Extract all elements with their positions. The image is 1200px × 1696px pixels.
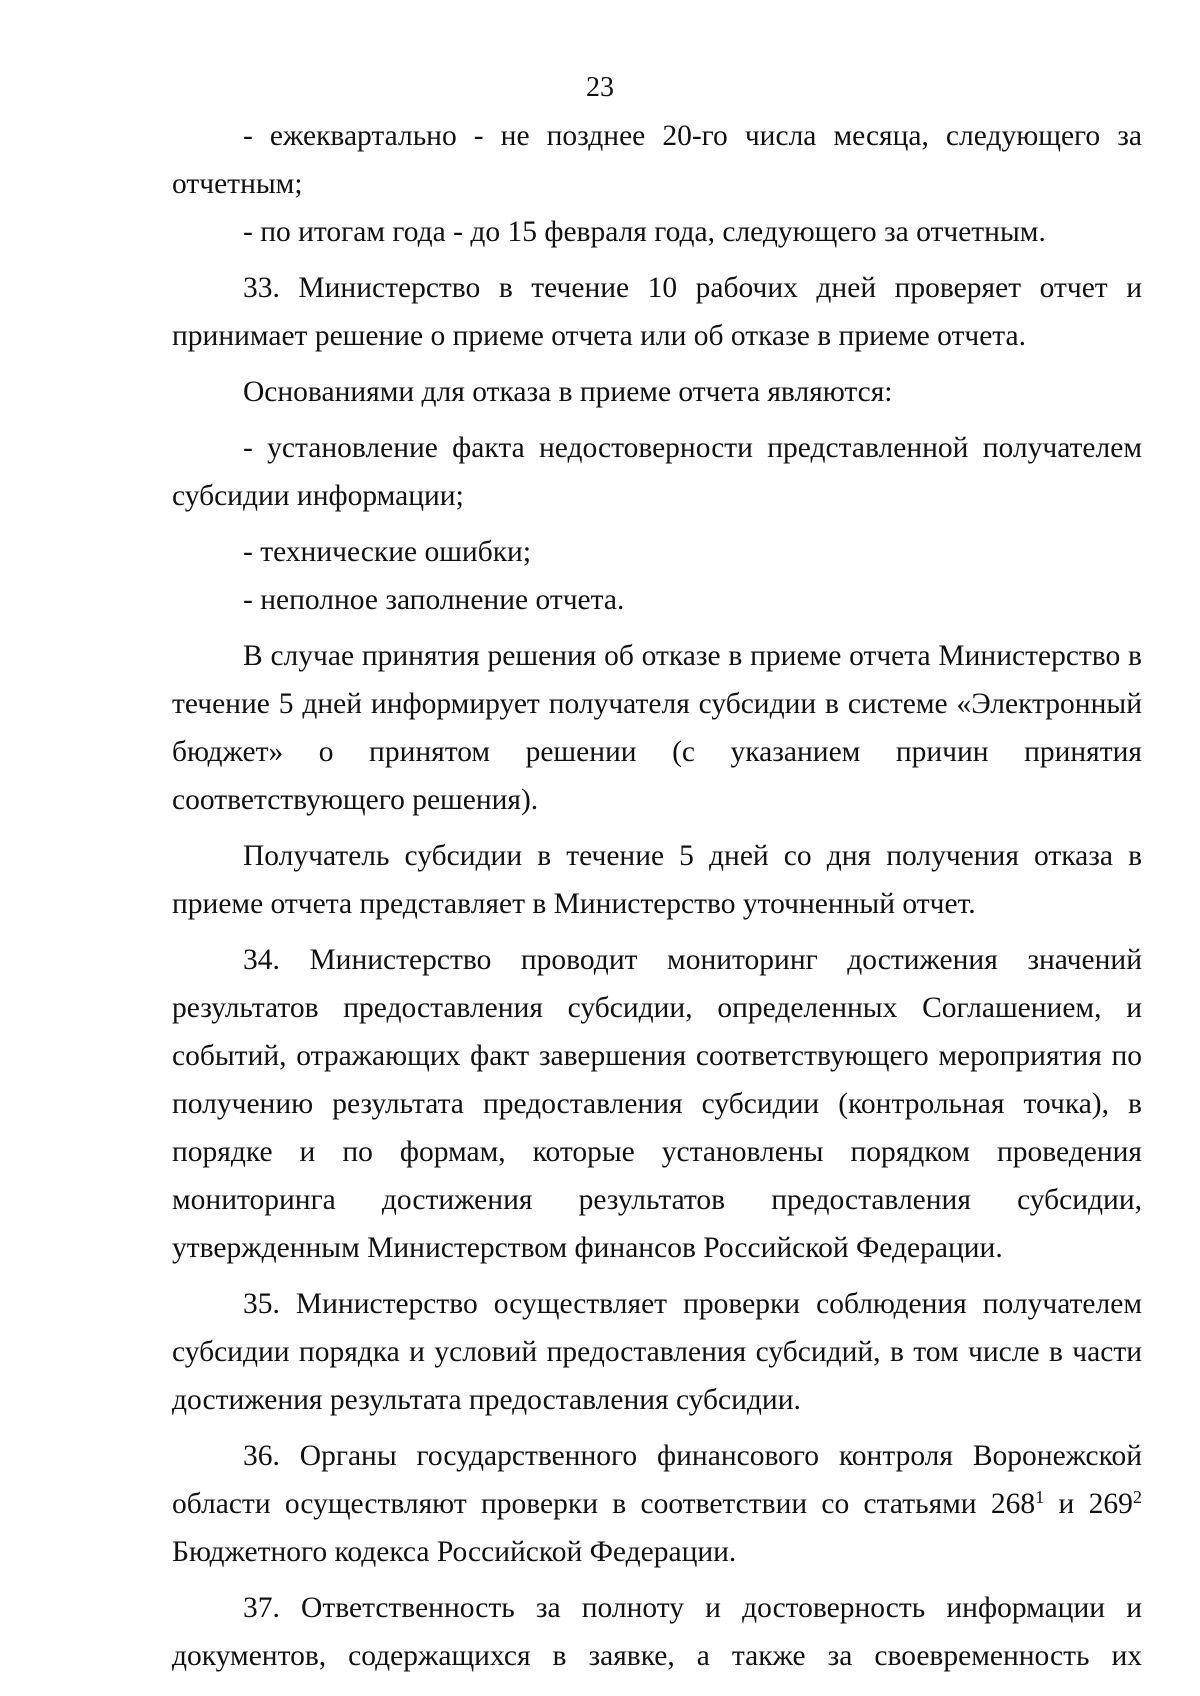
page-number: 23 [586,72,614,103]
paragraph-ground-technical-errors: - технические ошибки; [243,536,532,568]
paragraph-ground-false-info: - установление факта недостоверности представленной получателем субсидии информации; [172,432,1142,512]
paragraph-36 [172,1432,1142,1576]
paragraph-33: 33. Министерство в течение 10 рабочих дней проверяет отчет и принимает решение о приеме отчета или об отказе в приеме отчета. [172,272,1142,352]
superscript-1: 1 [1035,1486,1045,1507]
paragraph-corrected-report: Получатель субсидии в течение 5 дней со дня получения отказа в приеме отчета представляет в Министерство уточненный отчет. [172,840,1142,920]
paragraph-refusal-grounds: Основаниями для отказа в приеме отчета являются: [243,376,893,408]
document-body [172,112,1142,1680]
paragraph-refusal-notice: В случае принятия решения об отказе в приеме отчета Министерство в течение 5 дней информирует получателя субсидии в системе «Электронный бюджет» о принятом решении (с указанием причин принятия соответствующего решения). [172,640,1142,816]
paragraph-37: 37. Ответственность за полноту и достоверность информации и документов, содержащихся в заявке, а также за своевременность их [172,1592,1142,1672]
paragraph-34: 34. Министерство проводит мониторинг достижения значений результатов предоставления субсидии, определенных Соглашением, и событий, отражающих факт завершения соответствующего мероприятия по получению результата предоставления субсидии (контрольная точка), в порядке и по формам, которые установлены порядком проведения мониторинга достижения результатов предоставления субсидии, утвержденным Министерством финансов Российской Федерации. [172,944,1142,1264]
superscript-2: 2 [1132,1486,1142,1507]
paragraph-35: 35. Министерство осуществляет проверки соблюдения получателем субсидии порядка и условий предоставления субсидий, в том числе в части достижения результата предоставления субсидии. [172,1288,1142,1416]
paragraph-36-text-c: Бюджетного кодекса Российской Федерации. [172,1536,737,1568]
paragraph-quarterly-deadline: - ежеквартально - не позднее 20-го числа месяца, следующего за отчетным; [172,120,1142,200]
paragraph-36-text-b: и 269 [1044,1488,1133,1520]
paragraph-36-text-a: 36. Органы государственного финансового контроля Воронежской области осуществляют проверки в соответствии со статьями 268 [172,1440,1142,1520]
paragraph-annual-deadline: - по итогам года - до 15 февраля года, следующего за отчетным. [243,216,1046,248]
paragraph-ground-incomplete: - неполное заполнение отчета. [243,584,625,616]
